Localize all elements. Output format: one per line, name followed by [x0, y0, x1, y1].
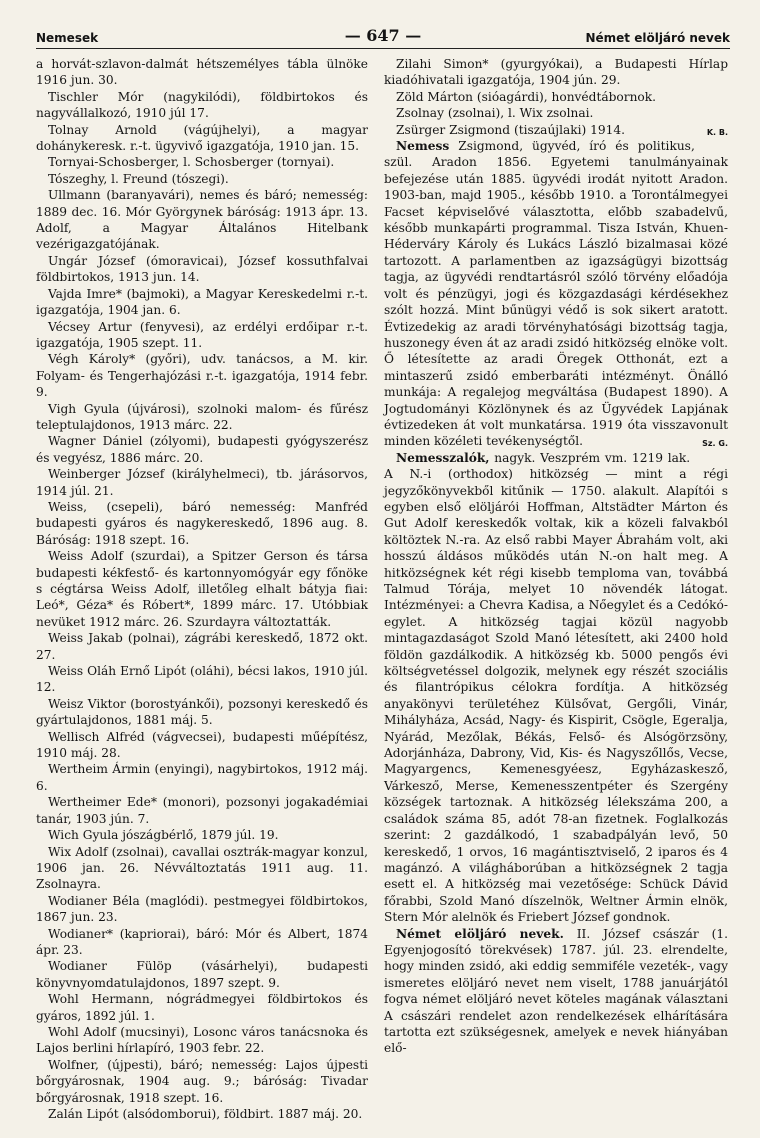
- entry-text: Weiss Jakab (polnai), zágrábi kereskedő, 1872 okt. 27.: [36, 631, 368, 662]
- entry: [36, 893, 368, 926]
- entry-text: Zsürger Zsigmond (tiszaújlaki) 1914.: [396, 122, 626, 137]
- entry-text: Weiss Adolf (szurdai), a Spitzer Gerson és társa budapesti kékfestő- és kartonnyomógyár egy főnöke s cégtársa Weiss Adolf, illetőleg elhalt bátyja fiai: Leó*, Géza* és Róbert*, 1899 márc. 17. Utóbbiak nevüket 1912 márc. 26. Szurdayra változtatták.: [36, 549, 368, 629]
- entry: [36, 1024, 368, 1057]
- entry-text: Wohl Hermann, nógrádmegyei földbirtokos és gyáros, 1892 júl. 1.: [36, 992, 368, 1023]
- entry: [36, 1106, 368, 1122]
- entry: [36, 122, 368, 155]
- entry: [36, 630, 368, 663]
- entry: [384, 138, 728, 450]
- entry-text: Wertheim Ármin (enyingi), nagybirtokos, 1912 máj. 6.: [36, 762, 368, 793]
- entry-text: Wolfner, (újpesti), báró; nemesség: Lajos újpesti bőrgyárosnak, 1904 aug. 9.; báróság: Tivadar bőrgyárosnak, 1918 szept. 16.: [36, 1057, 368, 1105]
- entry: [36, 253, 368, 286]
- author-signature: Sz. G.: [702, 439, 728, 449]
- author-signature: K. B.: [706, 127, 728, 137]
- entry: [36, 844, 368, 893]
- entry-text: Tolnay Arnold (vágújhelyi), a magyar dohánykeresk. r.-t. ügyvivő igazgatója, 1910 jan. 15.: [36, 122, 368, 154]
- entry: [36, 548, 368, 630]
- entry-headword: Nemesszalók,: [396, 450, 490, 465]
- entry: [36, 663, 368, 696]
- entry-headword: Német elöljáró nevek.: [396, 926, 564, 941]
- entry-text: Vécsey Artur (fenyvesi), az erdélyi erdőipar r.-t. igazgatója, 1905 szept. 11.: [36, 319, 368, 350]
- right-column: [384, 56, 728, 1057]
- entry: [384, 926, 728, 1057]
- entry-text: Zsigmond, ügyvéd, író és politikus, szül. Aradon 1856. Egyetemi tanulmányainak befejezése után 1885. ügyvédi irodát nyitott Aradon. 1903-ban, majd 1905., később 1910. a Torontálmegyei Facset képviselővé választotta, előbb szabadelvű, később munkapárti programmal. Tisza István, Khuen-Héderváry Károly és Lukács László bizalmasai közé tartozott. A parlamentben az igazságügyi bizottság tagja, az ügyvédi rendtartásról szóló törvény előadója volt és pénzügyi, jogi és közgazdasági kérdésekhez szólt hozzá. Mint bűnügyi védő is sok sikert aratott. Évtizedekig az aradi törvényhatósági bizottság tagja, huszonegy éven át az aradi zsidó hitközség elnöke volt. Ő létesítette az aradi Öregek Otthonát, ezt a mintaszerű zsidó emberbaráti intézményt. Önálló munkája: A regalejog megváltása (Budapest 1890). A Jogtudományi Közlönynek és az Ügyvédek Lapjának évtizedeken át volt munkatársa. 1919 óta visszavonult minden közéleti tevékenységtől.: [384, 139, 728, 449]
- entry-text: Wodianer Fülöp (vásárhelyi), budapesti könyvnyomdatulajdonos, 1897 szept. 9.: [36, 959, 368, 990]
- entry: [36, 319, 368, 352]
- entry-text: Wellisch Alfréd (vágvecsei), budapesti műépítész, 1910 máj. 28.: [36, 729, 368, 761]
- entry-text: Weiss Oláh Ernő Lipót (oláhi), bécsi lakos, 1910 júl. 12.: [36, 664, 368, 695]
- header-left: Nemesek: [36, 31, 99, 45]
- entry: [36, 761, 368, 794]
- page-number: — 647 —: [344, 26, 422, 45]
- entry: [36, 56, 368, 89]
- entry: [36, 1057, 368, 1106]
- entry: [36, 433, 368, 466]
- entry-text: Weiss, (csepeli), báró nemesség: Manfréd budapesti gyáros és nagykereskedő, 1896 aug. 8. Báróság: 1918 szept. 16.: [36, 499, 368, 547]
- entry-text: Wertheimer Ede* (monori), pozsonyi jogakadémiai tanár, 1903 jún. 7.: [36, 795, 368, 826]
- entry-text: Wodianer Béla (maglódi). pestmegyei földbirtokos, 1867 jun. 23.: [36, 893, 368, 925]
- left-column: [36, 56, 368, 1122]
- entry-text: Ullmann (baranyavári), nemes és báró; nemesség: 1889 dec. 16. Mór Györgynek báróság: 1913 ápr. 13. Adolf, a Magyar Általános Hitelbank vezérigazgatójának.: [36, 188, 368, 252]
- entry-text: Weinberger József (királyhelmeci), tb. járásorvos, 1914 júl. 21.: [36, 467, 368, 498]
- entry: [36, 89, 368, 122]
- entry: [384, 450, 728, 926]
- entry-text: nagyk. Veszprém vm. 1219 lak. A N.-i (orthodox) hitközség — mint a régi jegyzőkönyvekből kitűnik — 1750. alakult. Alapítói s egyben első elöljárói Hoffman, Altstädter Márton és Gut Adolf kereskedők voltak, kik a közeli falvakból költöztek N.-ra. Az első rabbi Mayer Ábrahám volt, aki hosszú áldásos működés után N.-on halt meg. A hitközségnek két régi kisebb temploma van, továbbá Talmud Tórája, melyet 10 növendék látogat. Intézményei: a Chevra Kadisa, a Nőegylet és a Cedókó-egylet. A hitközség tagjai közül nagyobb mintagazdaságot Szold Manó létesített, aki 2400 hold földön gazdálkodik. A hitközség kb. 5000 pengős évi költségvetéssel dolgozik, melynek egy részét szociális és filantrópikus célokra fordítja. A hitközség anyakönyvi területéhez Külsővat, Gergőli, Vinár, Mihályháza, Acsád, Nagy- és Kispirit, Csögle, Egeralja, Nyárád, Mezőlak, Békás, Felső- és Alsógörzsöny, Adorjánháza, Dabrony, Vid, Kis- és Nagyszőllős, Vecse, Magyargencs, Kemenesgyéesz, Egyházaskesző, Várkesző, Merse, Kemenesszentpéter és Szergény községek tartoznak. A hitközség lélekszáma 200, a családok száma 85, adót 78-an fizetnek. Foglalkozás szerint: 2 gazdálkodó, 1 szabadpályán levő, 50 kereskedő, 1 orvos, 16 magántisztviselő, 2 iparos és 4 magánzó. A világháborúban a hitközségnek 2 tagja esett el. A hitközség mai vezetősége: Schück Dávid főrabbi, Szold Manó díszelnök, Weltner Ármin elnök, Stern Mór alelnök és Friebert József gondnok.: [384, 450, 728, 925]
- entry-text: Tornyai-Schosberger, l. Schosberger (tornyai).: [48, 155, 335, 170]
- entry: [384, 89, 728, 105]
- entry-text: Zalán Lipót (alsódomborui), földbirt. 1887 máj. 20.: [48, 1107, 363, 1121]
- running-header: [36, 22, 730, 49]
- entry-headword: Nemess: [396, 139, 450, 154]
- entry-text: a horvát-szlavon-dalmát hétszemélyes tábla ülnöke 1916 jun. 30.: [36, 57, 368, 88]
- entry: [36, 351, 368, 400]
- entry: [384, 105, 728, 121]
- entry-text: Vajda Imre* (bajmoki), a Magyar Kereskedelmi r.-t. igazgatója, 1904 jan. 6.: [36, 286, 368, 318]
- entry: [384, 122, 728, 138]
- entry: [36, 926, 368, 959]
- entry-text: Ungár József (ómoravicai), József kossuthfalvai földbirtokos, 1913 jun. 14.: [36, 253, 368, 285]
- entry-text: Zilahi Simon* (gyurgyókai), a Budapesti Hírlap kiadóhivatali igazgatója, 1904 jún. 29.: [384, 57, 728, 88]
- entry-text: II. József császár (1. Egyenjogosító törekvések) 1787. júl. 23. elrendelte, hogy minden zsidó, aki eddig semmiféle vezeték-, vagy ismeretes elöljáró nevet nem viselt, 1788 januárjától fogva német elöljáró nevet köteles magának választani A császári rendelet azon rendelkezések elhárítására tartotta ezt szükségesnek, amelyek e nevek hiányában elő-: [384, 926, 728, 1056]
- header-right: Német elöljáró nevek: [585, 31, 730, 45]
- entry: [36, 187, 368, 253]
- entry-text: Zsolnay (zsolnai), l. Wix zsolnai.: [396, 106, 594, 121]
- entry: [36, 154, 368, 170]
- entry-text: Wich Gyula jószágbérlő, 1879 júl. 19.: [48, 828, 279, 843]
- entry-text: Wagner Dániel (zólyomi), budapesti gyógyszerész és vegyész, 1886 márc. 20.: [36, 434, 368, 465]
- entry: [36, 696, 368, 729]
- entry: [36, 827, 368, 843]
- entry: [36, 499, 368, 548]
- entry: [36, 794, 368, 827]
- entry-text: Wodianer* (kapriorai), báró: Mór és Albert, 1874 ápr. 23.: [36, 926, 368, 957]
- entry: [36, 729, 368, 762]
- entry-text: Tischler Mór (nagykilódi), földbirtokos és nagyvállalkozó, 1910 júl 17.: [36, 89, 368, 121]
- entry-text: Vigh Gyula (újvárosi), szolnoki malom- és fűrész teleptulajdonos, 1913 márc. 22.: [36, 401, 368, 432]
- entry-text: Tószeghy, l. Freund (tószegi).: [48, 171, 229, 186]
- entry: [36, 171, 368, 187]
- entry-text: Wohl Adolf (mucsinyi), Losonc város tanácsnoka és Lajos berlini hírlapíró, 1903 febr. 22.: [36, 1024, 368, 1056]
- entry: [36, 991, 368, 1024]
- entry: [36, 401, 368, 434]
- entry: [36, 958, 368, 991]
- entry: [36, 286, 368, 319]
- entry: [384, 56, 728, 89]
- entry-text: Weisz Viktor (borostyánkői), pozsonyi kereskedő és gyártulajdonos, 1881 máj. 5.: [36, 696, 368, 728]
- entry: [36, 466, 368, 499]
- entry-text: Wix Adolf (zsolnai), cavallai osztrák-magyar konzul, 1906 jan. 26. Névváltoztatás 1911 aug. 11. Zsolnayra.: [36, 844, 368, 892]
- entry-text: Végh Károly* (győri), udv. tanácsos, a M. kir. Folyam- és Tengerhajózási r.-t. igazgatója, 1914 febr. 9.: [36, 352, 368, 400]
- entry-text: Zöld Márton (sióagárdi), honvédtábornok.: [396, 89, 657, 104]
